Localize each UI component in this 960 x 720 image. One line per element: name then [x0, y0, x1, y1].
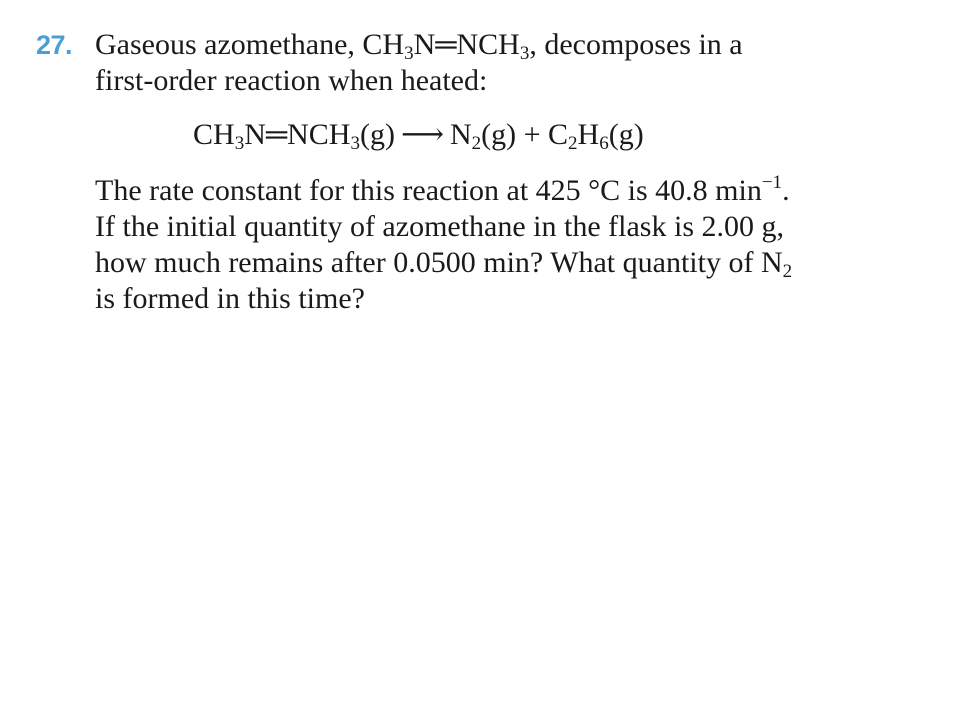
problem-number: 27.	[36, 30, 73, 60]
eq-reactant-state: (g)	[359, 118, 395, 151]
eq-subscript-1: 3	[234, 133, 245, 154]
body-subscript: 2	[782, 261, 793, 282]
eq-subscript-2: 3	[350, 133, 360, 154]
intro-text-a: Gaseous azomethane, CH	[95, 28, 405, 61]
intro-subscript-1: 3	[404, 43, 414, 64]
body-line-3	[95, 245, 792, 281]
problem-intro	[95, 27, 743, 99]
problem-body	[95, 173, 792, 317]
body-text-period: .	[782, 174, 790, 207]
eq-reactant-a: CH	[193, 118, 235, 151]
body-text-question: how much remains after 0.0500 min? What quantity of N	[95, 246, 783, 279]
body-line-2: If the initial quantity of azomethane in the flask is 2.00 g,	[95, 210, 784, 243]
eq-subscript-4: 2	[568, 133, 578, 154]
eq-product-state: (g)	[608, 118, 644, 151]
intro-subscript-2: 3	[519, 43, 530, 64]
body-line-4: is formed in this time?	[95, 282, 365, 315]
body-superscript: −1	[761, 172, 783, 193]
eq-product-n: N	[449, 118, 472, 151]
intro-text-c: , decomposes in a	[529, 28, 743, 61]
body-text-rate: The rate constant for this reaction at 425 °C is 40.8 min	[95, 174, 762, 207]
eq-product-text: (g) + C	[481, 118, 569, 151]
eq-subscript-5: 6	[599, 133, 609, 154]
intro-line-1	[95, 27, 743, 63]
eq-product-h: H	[577, 118, 600, 151]
intro-text-b: N═NCH	[413, 28, 520, 61]
eq-subscript-3: 2	[471, 133, 482, 154]
reaction-arrow-icon: ⟶	[400, 118, 444, 151]
reaction-equation	[193, 117, 644, 157]
intro-line-2: first-order reaction when heated:	[95, 64, 488, 97]
eq-reactant-b: N═NCH	[244, 118, 351, 151]
body-line-1	[95, 173, 792, 209]
